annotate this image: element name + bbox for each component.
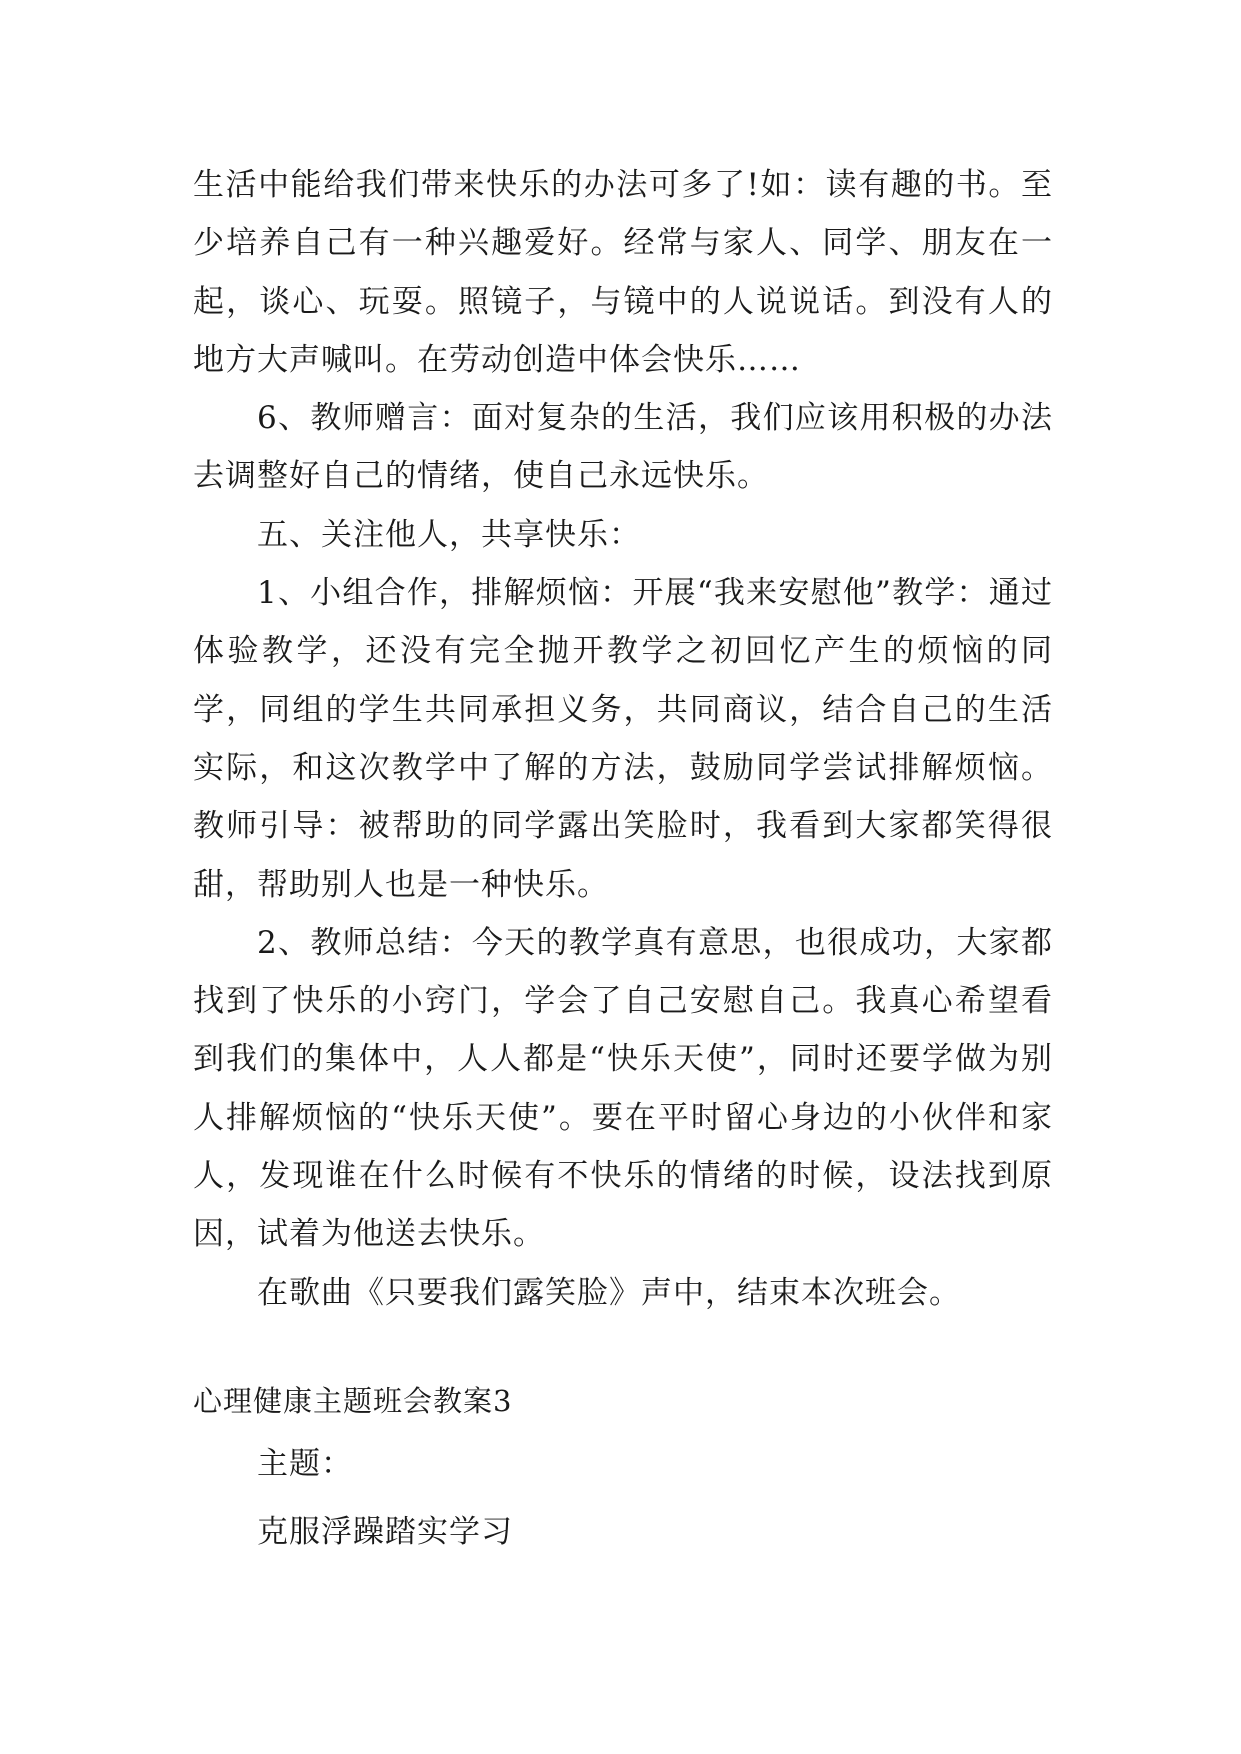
lesson-plan-heading: 心理健康主题班会教案3 [193, 1383, 513, 1418]
paragraph-group-cooperation: 1、小组合作，排解烦恼：开展“我来安慰他”教学：通过体验教学，还没有完全抛开教学之初回忆产生的烦恼的同学，同组的学生共同承担义务，共同商议，结合自己的生活实际，和这次教学中了解的方法，鼓励同学尝试排解烦恼。教师引导：被帮助的同学露出笑脸时，我看到大家都笑得很甜，帮助别人也是一种快乐。 [193, 575, 1053, 903]
paragraph-teacher-summary: 2、教师总结：今天的教学真有意思，也很成功，大家都找到了快乐的小窍门，学会了自己安慰自己。我真心希望看到我们的集体中，人人都是“快乐天使”，同时还要学做为别人排解烦恼的“快乐天使”。要在平时留心身边的小伙伴和家人，发现谁在什么时候有不快乐的情绪的时候，设法找到原因，试着为他送去快乐。 [193, 924, 1053, 1253]
topic-value: 克服浮躁踏实学习 [257, 1513, 513, 1550]
topic-label: 主题： [257, 1445, 353, 1482]
section-title-share-happiness: 五、关注他人，共享快乐： [257, 516, 641, 553]
paragraph-closing-song: 在歌曲《只要我们露笑脸》声中，结束本次班会。 [257, 1274, 961, 1311]
paragraph-happiness-methods: 生活中能给我们带来快乐的办法可多了!如：读有趣的书。至少培养自己有一种兴趣爱好。经常与家人、同学、朋友在一起，谈心、玩耍。照镜子，与镜中的人说说话。到没有人的地方大声喊叫。在劳动创造中体会快乐…… [193, 167, 1053, 378]
document-body [193, 156, 1053, 1566]
paragraph-teacher-message: 6、教师赠言：面对复杂的生活，我们应该用积极的办法去调整好自己的情绪，使自己永远快乐。 [193, 400, 1053, 495]
